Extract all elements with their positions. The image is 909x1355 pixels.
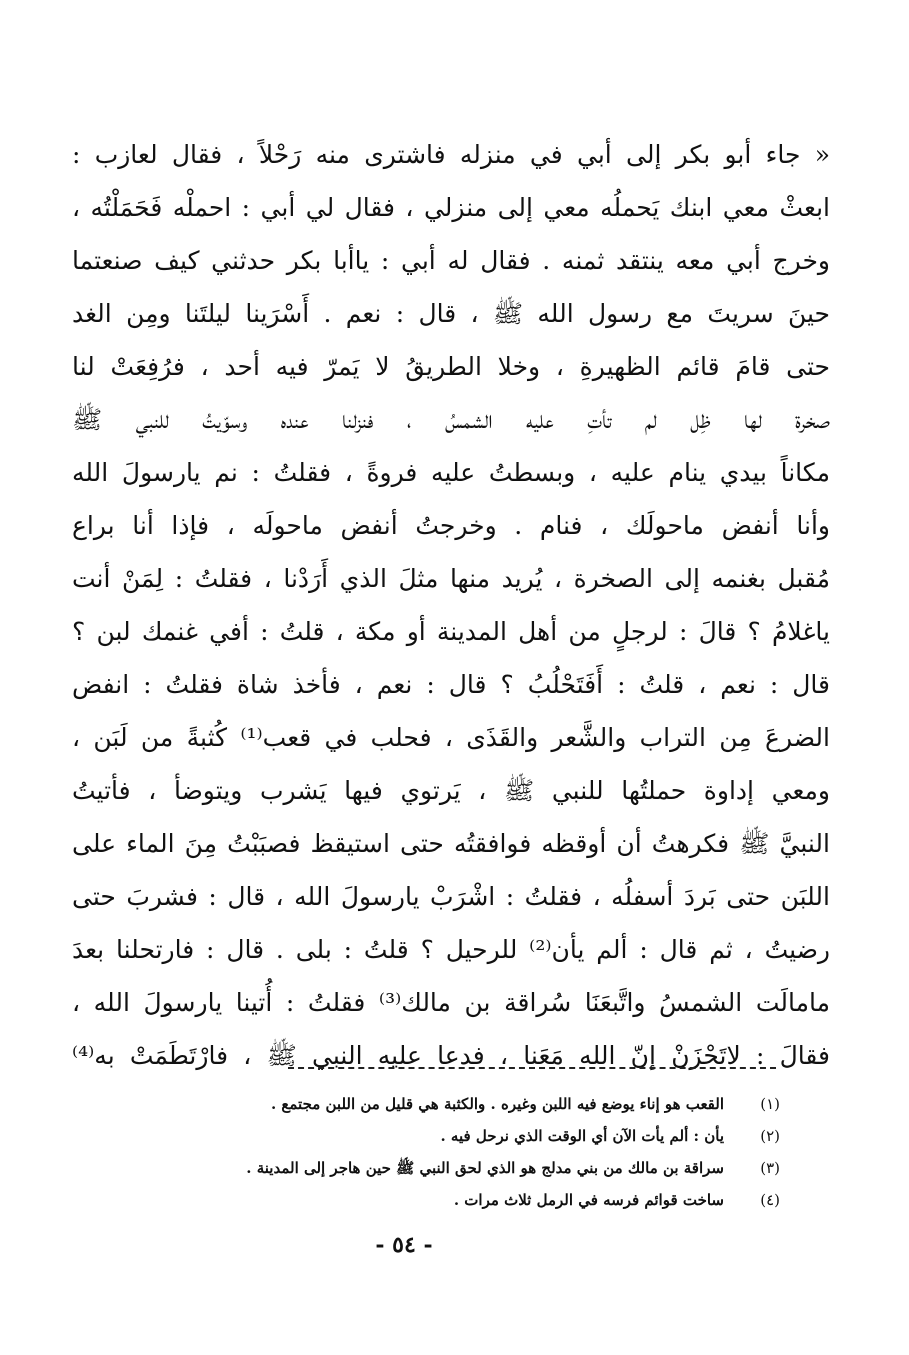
footnote-number: (١) xyxy=(760,1095,780,1113)
text-line: اللبَن حتى بَردَ أسفلُه ، فقلتُ : اشْرَبْ يارسولَ الله ، قال : فشربَ حتى xyxy=(72,882,830,911)
text-line: فقالَ : لاتَحْزَنْ إنّ الله مَعَنا ، فدعا عليه النبي ﷺ ، فارْتَطَمَتْ به⁽⁴⁾ xyxy=(72,1041,830,1070)
footnote-item xyxy=(150,1184,780,1216)
footnote-text: القعب هو إناء يوضع فيه اللبن وغيره . والكثبة هي قليل من اللبن مجتمع . xyxy=(270,1095,724,1113)
text-line: مامالَت الشمسُ واتَّبعَنَا سُراقة بن مالك⁽³⁾ فقلتُ : أُتينا يارسولَ الله ، xyxy=(72,988,830,1017)
text-line: ومعي إداوة حملتُها للنبي ﷺ ، يَرتوي فيها يَشرب ويتوضأ ، فأتيتُ xyxy=(72,776,830,805)
text-line: الضرعَ مِن التراب والشَّعر والقَذَى ، فحلب في قعب⁽¹⁾ كُثبةً من لَبَن ، xyxy=(72,723,830,752)
footnote-number: (٢) xyxy=(760,1127,780,1145)
text-line: وخرج أبي معه ينتقد ثمنه . فقال له أبي : ياأبا بكر حدثني كيف صنعتما xyxy=(72,246,830,275)
footnote-text: ساخت قوائم فرسه في الرمل ثلاث مرات . xyxy=(453,1191,724,1209)
text-line: مكاناً بيدي ينام عليه ، وبسطتُ عليه فروةً ، فقلتُ : نم يارسولَ الله xyxy=(72,458,830,487)
page-number: - ٥٤ - xyxy=(375,1232,433,1258)
main-text-block xyxy=(72,128,830,1082)
text-line: مُقبل بغنمه إلى الصخرة ، يُريد منها مثلَ الذي أَرَدْنا ، فقلتُ : لِمَنْ أنت xyxy=(72,564,830,593)
text-line: حتى قامَ قائم الظهيرةِ ، وخلا الطريقُ لا يَمرّ فيه أحد ، فرُفِعَتْ لنا xyxy=(72,352,830,381)
footnote-item xyxy=(150,1088,780,1120)
footnote-text: يأن : ألم يأت الآن أي الوقت الذي نرحل فيه . xyxy=(440,1127,724,1145)
text-line: ابعثْ معي ابنك يَحملُه معي إلى منزلي ، فقال لي أبي : احملْه فَحَمَلْتُه ، xyxy=(72,193,830,222)
text-line: صخرة لها ظِل لم تأتِ عليه الشمسُ ، فنزلنا عنده وسوّيتُ للنبي ﷺ xyxy=(72,405,830,434)
footnote-divider xyxy=(288,1067,776,1069)
text-line: وأنا أنفض ماحولَك ، فنام . وخرجتُ أنفض ماحولَه ، فإذا أنا براع xyxy=(72,511,830,540)
text-line: ياغلامُ ؟ قالَ : لرجلٍ من أهل المدينة أو مكة ، قلتُ : أفي غنمك لبن ؟ xyxy=(72,617,830,646)
footnote-item xyxy=(150,1152,780,1184)
footnote-number: (٤) xyxy=(760,1191,780,1209)
text-line: « جاء أبو بكر إلى أبي في منزله فاشترى منه رَحْلاً ، فقال لعازب : xyxy=(72,140,830,169)
footnote-text: سراقة بن مالك من بني مدلج هو الذي لحق النبي ﷺ حين هاجر إلى المدينة . xyxy=(246,1159,724,1177)
text-line: النبيَّ ﷺ فكرهتُ أن أوقظه فوافقتُه حتى استيقظ فصبَبْتُ مِنَ الماء على xyxy=(72,829,830,858)
footnote-number: (٣) xyxy=(760,1159,780,1177)
text-line: رضيتُ ، ثم قال : ألم يأن⁽²⁾ للرحيل ؟ قلتُ : بلى . قال : فارتحلنا بعدَ xyxy=(72,935,830,964)
footnote-item xyxy=(150,1120,780,1152)
text-line: حينَ سريتَ مع رسول الله ﷺ ، قال : نعم . أَسْرَينا ليلتَنا ومِن الغد xyxy=(72,299,830,328)
footnotes-block xyxy=(150,1088,780,1216)
text-line: قال : نعم ، قلتُ : أَفَتَحْلُبُ ؟ قال : نعم ، فأخذ شاة فقلتُ : انفض xyxy=(72,670,830,699)
